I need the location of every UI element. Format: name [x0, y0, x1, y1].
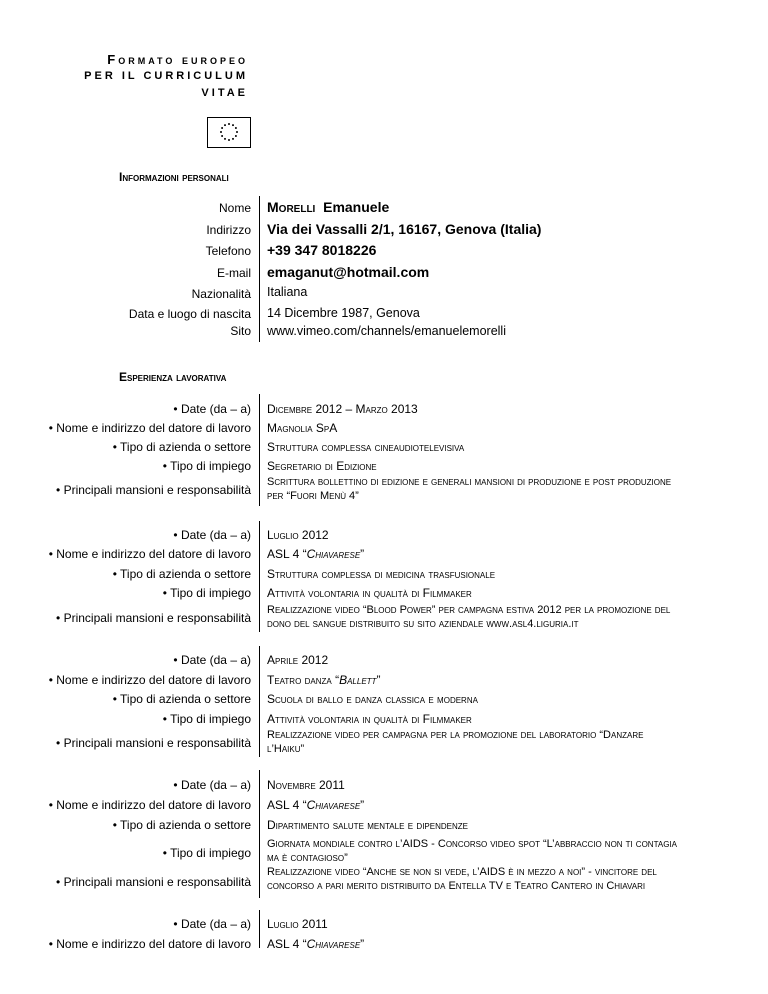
entry1-job: Segretario di Edizione: [267, 459, 377, 473]
label-employer: • Nome e indirizzo del datore di lavoro: [48, 421, 251, 435]
label-duties: • Principali mansioni e responsabilità: [56, 875, 251, 889]
entry5-employer: [267, 937, 364, 951]
exp-divider-5: [259, 910, 260, 948]
label-nome: Nome: [218, 201, 251, 215]
entry3-duties: [267, 728, 717, 756]
cv-header-line2: PER IL CURRICULUM: [84, 70, 248, 82]
entry4-job-line1: Giornata mondiale contro l’AIDS - Concorso video spot “L’abbraccio non ti contagia: [267, 838, 677, 850]
entry4-sector: Dipartimento salute mentale e dipendenze: [267, 818, 468, 832]
label-sector: • Tipo di azienda o settore: [112, 818, 251, 832]
entry3-employer-a: Teatro danza “: [267, 673, 340, 687]
label-job: • Tipo di impiego: [162, 586, 251, 600]
label-sector: • Tipo di azienda o settore: [112, 567, 251, 581]
entry2-employer-b: Chiavarese: [306, 547, 361, 561]
entry1-date: Dicembre 2012 – Marzo 2013: [267, 402, 418, 416]
cv-header-line3: VITAE: [201, 87, 248, 99]
cv-header-line1: Formato europeo: [107, 52, 248, 67]
entry4-employer-c: ”: [360, 798, 365, 812]
entry3-date: Aprile 2012: [267, 653, 329, 667]
entry3-duties-line1: Realizzazione video per campagna per la promozione del laboratorio “Danzare: [267, 729, 644, 741]
entry4-duties: [267, 865, 717, 893]
value-nazionalita: Italiana: [267, 285, 308, 299]
exp-divider-1: [259, 394, 260, 506]
label-job: • Tipo di impiego: [162, 712, 251, 726]
entry2-duties-line1: Realizzazione video “Blood Power” per campagna estiva 2012 per la promozione del: [267, 604, 671, 616]
label-employer: • Nome e indirizzo del datore di lavoro: [48, 798, 251, 812]
label-sector: • Tipo di azienda o settore: [112, 440, 251, 454]
label-sito: Sito: [230, 324, 251, 338]
value-firstname: Emanuele: [323, 199, 390, 215]
entry3-employer-c: ”: [376, 673, 381, 687]
label-date: • Date (da – a): [173, 528, 251, 542]
value-telefono: +39 347 8018226: [267, 242, 377, 258]
entry2-duties: [267, 603, 717, 631]
personal-divider: [259, 196, 260, 342]
exp-divider-3: [259, 646, 260, 757]
entry5-employer-a: ASL 4 “: [267, 937, 307, 951]
entry2-employer-a: ASL 4 “: [267, 547, 307, 561]
entry2-job: Attività volontaria in qualità di Filmmaker: [267, 586, 472, 600]
value-nome: [267, 199, 389, 215]
experience-title: Esperienza lavorativa: [119, 370, 227, 384]
label-duties: • Principali mansioni e responsabilità: [56, 736, 251, 750]
entry2-employer-c: ”: [360, 547, 365, 561]
entry4-duties-line2: concorso a pari merito distribuito da Entella TV e Teatro Cantero in Chiavari: [267, 880, 646, 892]
exp-divider-2: [259, 521, 260, 632]
value-email[interactable]: emaganut@hotmail.com: [267, 264, 430, 280]
label-job: • Tipo di impiego: [162, 846, 251, 860]
eu-flag-icon: [207, 117, 251, 148]
entry3-duties-line2: l’Haiku”: [267, 743, 305, 755]
entry1-duties-line2: per “Fuori Menù 4”: [267, 490, 359, 502]
label-date: • Date (da – a): [173, 653, 251, 667]
entry2-sector: Struttura complessa di medicina trasfusionale: [267, 567, 496, 581]
entry3-job: Attività volontaria in qualità di Filmmaker: [267, 712, 472, 726]
entry1-duties: [267, 475, 717, 503]
entry2-employer: [267, 547, 364, 561]
entry5-employer-b: Chiavarese: [306, 937, 361, 951]
label-date: • Date (da – a): [173, 917, 251, 931]
entry4-job-line2: ma è contagioso”: [267, 852, 348, 864]
label-indirizzo: Indirizzo: [206, 223, 251, 237]
exp-divider-4: [259, 770, 260, 898]
entry1-sector: Struttura complessa cineaudiotelevisiva: [267, 440, 465, 454]
entry3-employer: [267, 673, 380, 687]
entry3-sector: Scuola di ballo e danza classica e moderna: [267, 692, 478, 706]
label-nazionalita: Nazionalità: [191, 287, 251, 301]
label-email: E-mail: [216, 266, 251, 280]
label-job: • Tipo di impiego: [162, 459, 251, 473]
label-employer: • Nome e indirizzo del datore di lavoro: [48, 673, 251, 687]
entry3-employer-b: Ballett: [339, 673, 377, 687]
entry4-employer-a: ASL 4 “: [267, 798, 307, 812]
label-nascita: Data e luogo di nascita: [128, 307, 251, 321]
value-surname: Morelli: [267, 199, 316, 215]
label-duties: • Principali mansioni e responsabilità: [56, 611, 251, 625]
entry2-date: Luglio 2012: [267, 528, 329, 542]
label-duties: • Principali mansioni e responsabilità: [56, 483, 251, 497]
entry1-duties-line1: Scrittura bollettino di edizione e generali mansioni di produzione e post produzione: [267, 476, 672, 488]
label-telefono: Telefono: [205, 244, 251, 258]
label-date: • Date (da – a): [173, 402, 251, 416]
value-indirizzo: Via dei Vassalli 2/1, 16167, Genova (Italia): [267, 221, 542, 237]
entry5-date: Luglio 2011: [267, 917, 328, 931]
entry4-employer: [267, 798, 364, 812]
entry5-employer-c: ”: [360, 937, 365, 951]
label-sector: • Tipo di azienda o settore: [112, 692, 251, 706]
entry2-duties-line2: dono del sangue distribuito su sito aziendale www.asl4.liguria.it: [267, 618, 579, 630]
entry1-employer: Magnolia SpA: [267, 421, 338, 435]
value-nascita: 14 Dicembre 1987, Genova: [267, 306, 420, 320]
personal-info-title: Informazioni personali: [119, 170, 229, 184]
label-date: • Date (da – a): [173, 778, 251, 792]
entry4-job: [267, 837, 717, 865]
label-employer: • Nome e indirizzo del datore di lavoro: [48, 937, 251, 951]
label-employer: • Nome e indirizzo del datore di lavoro: [48, 547, 251, 561]
value-sito[interactable]: www.vimeo.com/channels/emanuelemorelli: [267, 324, 506, 338]
entry4-employer-b: Chiavarese: [306, 798, 361, 812]
entry4-date: Novembre 2011: [267, 778, 345, 792]
entry4-duties-line1: Realizzazione video “Anche se non si vede, l’AIDS è in mezzo a noi” - vincitore del: [267, 866, 657, 878]
